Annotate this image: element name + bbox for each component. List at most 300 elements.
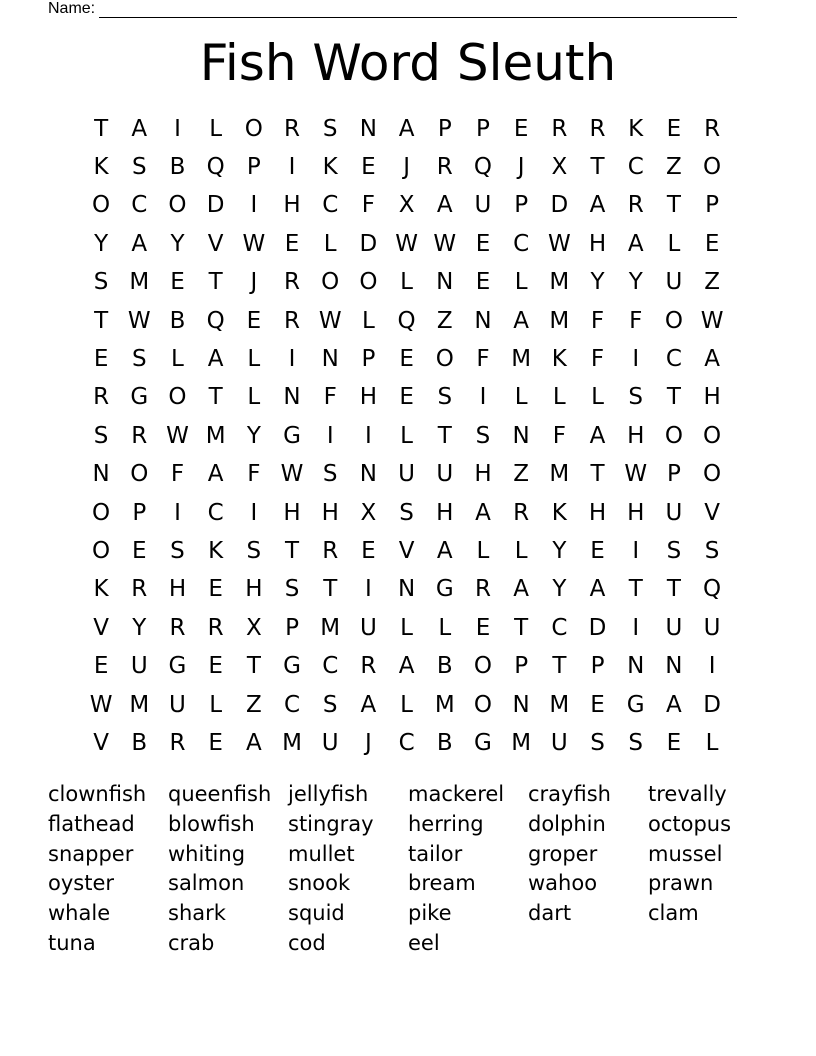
grid-letter[interactable]: E	[590, 691, 605, 718]
grid-letter[interactable]: W	[280, 461, 304, 488]
grid-letter[interactable]: T	[590, 154, 605, 181]
grid-letter[interactable]: L	[209, 115, 223, 142]
grid-letter[interactable]: A	[398, 115, 415, 142]
grid-letter[interactable]: C	[322, 192, 339, 219]
grid-letter[interactable]: R	[284, 115, 301, 142]
grid-letter[interactable]: T	[208, 269, 223, 296]
grid-letter[interactable]: F	[323, 384, 337, 411]
grid-letter[interactable]: X	[551, 154, 568, 181]
grid-letter[interactable]: O	[359, 269, 378, 296]
grid-letter[interactable]: F	[247, 461, 261, 488]
grid-letter[interactable]: H	[321, 499, 339, 526]
grid-letter[interactable]: U	[169, 691, 186, 718]
grid-letter[interactable]: M	[320, 614, 341, 641]
grid-letter[interactable]: H	[627, 499, 645, 526]
grid-letter[interactable]: P	[285, 614, 299, 641]
grid-letter[interactable]: P	[514, 653, 529, 680]
grid-letter[interactable]: C	[322, 653, 339, 680]
grid-letter[interactable]: K	[208, 537, 224, 564]
grid-letter[interactable]: E	[704, 230, 720, 257]
grid-letter[interactable]: R	[93, 384, 110, 411]
grid-letter[interactable]: Y	[590, 269, 605, 296]
grid-letter[interactable]: E	[361, 154, 376, 181]
grid-letter[interactable]: L	[400, 614, 413, 641]
grid-letter[interactable]: Y	[170, 230, 185, 257]
grid-letter[interactable]: R	[322, 537, 339, 564]
grid-letter[interactable]: Z	[245, 691, 262, 718]
grid-letter[interactable]: H	[588, 230, 607, 257]
grid-letter[interactable]: E	[170, 269, 185, 296]
word-list-item: crayfish	[528, 782, 611, 806]
grid-letter[interactable]: I	[632, 346, 640, 373]
grid-letter[interactable]: U	[665, 614, 683, 641]
grid-letter[interactable]: Z	[436, 307, 453, 334]
grid-letter[interactable]: Y	[552, 537, 567, 564]
grid-letter[interactable]: L	[514, 537, 528, 564]
grid-letter[interactable]: T	[552, 653, 567, 680]
grid-letter[interactable]: A	[589, 192, 606, 219]
grid-letter[interactable]: L	[400, 269, 413, 296]
grid-letter[interactable]: E	[208, 576, 223, 603]
grid-letter[interactable]: I	[174, 115, 181, 142]
grid-letter[interactable]: S	[399, 499, 414, 526]
grid-letter[interactable]: P	[361, 346, 376, 373]
grid-letter[interactable]: S	[322, 461, 338, 488]
grid-letter[interactable]: V	[93, 729, 109, 756]
word-list-item: shark	[168, 901, 226, 926]
grid-letter[interactable]: E	[475, 614, 491, 641]
grid-letter[interactable]: H	[168, 576, 187, 603]
word-list-item: whiting	[168, 841, 246, 866]
grid-letter[interactable]: I	[250, 499, 258, 526]
grid-letter[interactable]: L	[514, 384, 528, 411]
grid-letter[interactable]: N	[397, 576, 416, 603]
grid-letter[interactable]: V	[398, 537, 415, 564]
grid-letter[interactable]: U	[703, 614, 721, 641]
grid-letter[interactable]: N	[474, 307, 492, 334]
grid-letter[interactable]: S	[93, 269, 109, 296]
grid-letter[interactable]: W	[318, 307, 342, 334]
grid-letter[interactable]: U	[474, 192, 492, 219]
grid-letter[interactable]: O	[168, 192, 187, 219]
grid-letter[interactable]: G	[283, 422, 301, 449]
grid-letter[interactable]: E	[93, 346, 109, 373]
grid-letter[interactable]: I	[288, 154, 296, 181]
grid-letter[interactable]: K	[551, 346, 567, 373]
grid-letter[interactable]: R	[284, 307, 301, 334]
grid-letter[interactable]: T	[666, 192, 681, 219]
grid-letter[interactable]: W	[127, 307, 151, 334]
grid-letter[interactable]: F	[590, 346, 605, 373]
grid-letter[interactable]: A	[475, 499, 491, 526]
name-underline[interactable]	[99, 3, 737, 18]
grid-letter[interactable]: M	[205, 422, 226, 449]
grid-letter[interactable]: W	[166, 422, 189, 449]
grid-letter[interactable]: N	[321, 346, 339, 373]
grid-letter[interactable]: O	[435, 346, 454, 373]
grid-letter[interactable]: Q	[206, 154, 225, 181]
grid-letter[interactable]: L	[591, 384, 604, 411]
grid-letter[interactable]: C	[131, 192, 148, 219]
grid-letter[interactable]: X	[245, 614, 262, 641]
grid-letter[interactable]: W	[242, 230, 266, 257]
grid-letter[interactable]: E	[132, 537, 147, 564]
grid-letter[interactable]: I	[365, 422, 372, 449]
grid-letter[interactable]: A	[398, 653, 415, 680]
grid-letter[interactable]: X	[360, 499, 377, 526]
grid-letter[interactable]: H	[703, 384, 721, 411]
grid-letter[interactable]: Z	[704, 269, 720, 296]
grid-letter[interactable]: R	[589, 115, 606, 142]
grid-letter[interactable]: W	[624, 461, 648, 488]
grid-letter[interactable]: V	[93, 614, 109, 641]
grid-letter[interactable]: R	[169, 614, 186, 641]
grid-letter[interactable]: S	[322, 115, 338, 142]
grid-letter[interactable]: Q	[206, 307, 225, 334]
grid-letter[interactable]: L	[400, 422, 413, 449]
grid-letter[interactable]: L	[552, 384, 566, 411]
grid-letter[interactable]: L	[514, 269, 528, 296]
grid-letter[interactable]: R	[169, 729, 186, 756]
grid-letter[interactable]: R	[284, 269, 301, 296]
grid-letter[interactable]: M	[282, 729, 302, 756]
grid-letter[interactable]: S	[284, 576, 300, 603]
grid-letter[interactable]: O	[703, 461, 722, 488]
grid-letter[interactable]: A	[513, 576, 530, 603]
grid-letter[interactable]: A	[513, 307, 530, 334]
grid-letter[interactable]: A	[589, 422, 606, 449]
grid-letter[interactable]: G	[474, 729, 492, 756]
grid-letter[interactable]: M	[549, 461, 570, 488]
grid-letter[interactable]: T	[628, 576, 643, 603]
grid-letter[interactable]: S	[131, 154, 147, 181]
grid-letter[interactable]: O	[92, 537, 111, 564]
grid-letter[interactable]: W	[395, 230, 418, 257]
grid-letter[interactable]: B	[169, 307, 186, 334]
grid-letter[interactable]: Q	[473, 154, 493, 181]
grid-letter[interactable]: I	[326, 422, 334, 449]
grid-letter[interactable]: J	[403, 154, 410, 181]
grid-letter[interactable]: X	[398, 192, 415, 219]
grid-letter[interactable]: G	[168, 653, 187, 680]
grid-letter[interactable]: N	[359, 461, 378, 488]
grid-letter[interactable]: P	[246, 154, 261, 181]
grid-letter[interactable]: L	[171, 346, 184, 373]
grid-letter[interactable]: A	[245, 729, 262, 756]
grid-letter[interactable]: Y	[628, 269, 643, 296]
grid-letter[interactable]: E	[208, 729, 223, 756]
grid-letter[interactable]: I	[250, 192, 258, 219]
grid-letter[interactable]: B	[436, 729, 453, 756]
grid-letter[interactable]: L	[438, 614, 452, 641]
grid-letter[interactable]: S	[437, 384, 453, 411]
grid-letter[interactable]: O	[244, 115, 263, 142]
grid-letter[interactable]: U	[665, 269, 683, 296]
grid-letter[interactable]: E	[399, 384, 414, 411]
grid-letter[interactable]: K	[93, 154, 109, 181]
grid-letter[interactable]: N	[512, 691, 530, 718]
grid-letter[interactable]: P	[132, 499, 147, 526]
grid-letter[interactable]: O	[664, 422, 683, 449]
grid-letter[interactable]: D	[703, 691, 721, 718]
grid-letter[interactable]: J	[365, 729, 372, 756]
grid-letter[interactable]: A	[131, 230, 148, 257]
word-list-item: dart	[528, 901, 572, 926]
grid-letter[interactable]: T	[323, 576, 338, 603]
word-list-item: snapper	[48, 841, 134, 866]
grid-letter[interactable]: N	[359, 115, 378, 142]
grid-letter[interactable]: P	[590, 653, 605, 680]
grid-letter[interactable]: I	[708, 653, 716, 680]
name-field[interactable]	[48, 0, 737, 18]
grid-letter[interactable]: W	[700, 307, 724, 334]
grid-letter[interactable]: A	[627, 230, 644, 257]
grid-letter[interactable]: H	[436, 499, 454, 526]
grid-letter[interactable]: M	[549, 691, 570, 718]
grid-letter[interactable]: E	[208, 653, 223, 680]
grid-letter[interactable]: D	[550, 192, 569, 219]
grid-letter[interactable]: F	[629, 307, 643, 334]
grid-letter[interactable]: R	[704, 115, 721, 142]
grid-letter[interactable]: M	[129, 269, 150, 296]
grid-letter[interactable]: T	[666, 576, 681, 603]
grid-letter[interactable]: O	[130, 461, 149, 488]
grid-letter[interactable]: I	[174, 499, 181, 526]
grid-letter[interactable]: C	[551, 614, 568, 641]
grid-letter[interactable]: S	[628, 384, 644, 411]
grid-letter[interactable]: F	[170, 461, 185, 488]
grid-letter[interactable]: A	[704, 346, 720, 373]
grid-letter[interactable]: I	[632, 614, 640, 641]
grid-letter[interactable]: W	[89, 691, 113, 718]
grid-letter[interactable]: U	[550, 729, 568, 756]
grid-letter[interactable]: U	[359, 614, 377, 641]
grid-letter[interactable]: S	[322, 691, 338, 718]
grid-letter[interactable]: M	[434, 691, 455, 718]
grid-letter[interactable]: L	[476, 537, 490, 564]
grid-letter[interactable]: H	[283, 192, 301, 219]
grid-letter[interactable]: L	[247, 384, 261, 411]
grid-letter[interactable]: H	[359, 384, 378, 411]
grid-letter[interactable]: T	[94, 115, 109, 142]
grid-letter[interactable]: N	[665, 653, 683, 680]
grid-letter[interactable]: L	[705, 729, 719, 756]
grid-letter[interactable]: A	[207, 461, 224, 488]
grid-letter[interactable]: N	[283, 384, 301, 411]
grid-letter[interactable]: I	[365, 576, 372, 603]
grid-letter[interactable]: A	[360, 691, 377, 718]
grid-letter[interactable]: U	[398, 461, 416, 488]
grid-letter[interactable]: S	[170, 537, 185, 564]
grid-letter[interactable]: T	[285, 537, 300, 564]
grid-letter[interactable]: M	[511, 729, 532, 756]
word-list-item: whale	[48, 901, 111, 926]
grid-letter[interactable]: F	[476, 346, 490, 373]
grid-letter[interactable]: S	[246, 537, 262, 564]
grid-letter[interactable]: C	[398, 729, 415, 756]
grid-letter[interactable]: B	[169, 154, 186, 181]
grid-letter[interactable]: C	[665, 346, 682, 373]
grid-letter[interactable]: O	[92, 192, 111, 219]
grid-letter[interactable]: R	[131, 422, 148, 449]
grid-letter[interactable]: T	[514, 614, 529, 641]
grid-letter[interactable]: R	[360, 653, 377, 680]
grid-letter[interactable]: P	[666, 461, 681, 488]
grid-letter[interactable]: O	[664, 307, 683, 334]
grid-letter[interactable]: D	[206, 192, 225, 219]
grid-letter[interactable]: O	[703, 154, 722, 181]
grid-letter[interactable]: Z	[513, 461, 530, 488]
grid-letter[interactable]: Y	[94, 230, 109, 257]
grid-letter[interactable]: G	[283, 653, 301, 680]
grid-letter[interactable]: U	[436, 461, 454, 488]
grid-letter[interactable]: E	[475, 269, 491, 296]
grid-letter[interactable]: O	[321, 269, 340, 296]
grid-letter[interactable]: D	[359, 230, 378, 257]
grid-letter[interactable]: H	[245, 576, 263, 603]
grid-letter[interactable]: G	[626, 691, 645, 718]
grid-letter[interactable]: Y	[246, 422, 261, 449]
grid-letter[interactable]: U	[321, 729, 339, 756]
grid-letter[interactable]: L	[209, 691, 223, 718]
grid-letter[interactable]: K	[551, 499, 567, 526]
grid-letter[interactable]: E	[666, 729, 682, 756]
grid-letter[interactable]: A	[666, 691, 682, 718]
grid-letter[interactable]: O	[473, 653, 493, 680]
grid-letter[interactable]: F	[361, 192, 376, 219]
grid-letter[interactable]: T	[208, 384, 223, 411]
grid-letter[interactable]: S	[131, 346, 147, 373]
grid-letter[interactable]: J	[250, 269, 258, 296]
grid-letter[interactable]: Z	[666, 154, 682, 181]
grid-letter[interactable]: Q	[703, 576, 722, 603]
grid-letter[interactable]: M	[129, 691, 150, 718]
grid-letter[interactable]: R	[627, 192, 644, 219]
grid-letter[interactable]: N	[512, 422, 530, 449]
grid-letter[interactable]: D	[588, 614, 607, 641]
grid-letter[interactable]: N	[627, 653, 645, 680]
word-list-item: eel	[408, 930, 440, 955]
grid-letter[interactable]: J	[517, 154, 525, 181]
word-list-item: queenfish	[168, 782, 272, 806]
grid-letter[interactable]: K	[93, 576, 109, 603]
grid-letter[interactable]: Q	[397, 307, 416, 334]
grid-letter[interactable]: L	[361, 307, 375, 334]
grid-letter[interactable]: O	[473, 691, 493, 718]
grid-letter[interactable]: R	[207, 614, 224, 641]
grid-letter[interactable]: U	[665, 499, 683, 526]
grid-letter[interactable]: A	[131, 115, 148, 142]
grid-letter[interactable]: H	[588, 499, 607, 526]
grid-letter[interactable]: H	[627, 422, 645, 449]
grid-letter[interactable]: P	[437, 115, 452, 142]
grid-letter[interactable]: A	[436, 192, 453, 219]
grid-letter[interactable]: C	[284, 691, 301, 718]
grid-letter[interactable]: Y	[552, 576, 567, 603]
grid-letter[interactable]: N	[92, 461, 110, 488]
grid-letter[interactable]: E	[666, 115, 682, 142]
grid-letter[interactable]: C	[207, 499, 224, 526]
grid-letter[interactable]: M	[549, 269, 570, 296]
grid-letter[interactable]: R	[131, 576, 148, 603]
grid-letter[interactable]: R	[436, 154, 453, 181]
grid-letter[interactable]: S	[93, 422, 109, 449]
grid-letter[interactable]: O	[92, 499, 111, 526]
grid-letter[interactable]: K	[628, 115, 644, 142]
grid-letter[interactable]: F	[552, 422, 566, 449]
grid-letter[interactable]: P	[705, 192, 720, 219]
grid-letter[interactable]: L	[323, 230, 337, 257]
grid-letter[interactable]: T	[437, 422, 452, 449]
grid-letter[interactable]: E	[246, 307, 262, 334]
grid-letter[interactable]: H	[474, 461, 492, 488]
grid-letter[interactable]: M	[511, 346, 532, 373]
grid-letter[interactable]: U	[130, 653, 148, 680]
grid-letter[interactable]: T	[666, 384, 681, 411]
grid-letter[interactable]: S	[475, 422, 491, 449]
grid-letter[interactable]: E	[93, 653, 109, 680]
grid-letter[interactable]: E	[399, 346, 414, 373]
grid-letter[interactable]: T	[590, 461, 605, 488]
grid-letter[interactable]: B	[131, 729, 148, 756]
grid-letter[interactable]: E	[475, 230, 491, 257]
grid-letter[interactable]: E	[284, 230, 300, 257]
grid-letter[interactable]: O	[168, 384, 187, 411]
grid-letter[interactable]: R	[551, 115, 568, 142]
grid-letter[interactable]: L	[400, 691, 413, 718]
grid-letter[interactable]: E	[361, 537, 376, 564]
grid-letter[interactable]: R	[513, 499, 530, 526]
grid-letter[interactable]: C	[513, 230, 530, 257]
grid-letter[interactable]: W	[547, 230, 571, 257]
grid-letter[interactable]: T	[246, 653, 261, 680]
grid-letter[interactable]: O	[703, 422, 722, 449]
grid-letter[interactable]: M	[549, 307, 570, 334]
grid-letter[interactable]: L	[667, 230, 681, 257]
grid-letter[interactable]: C	[627, 154, 644, 181]
grid-letter[interactable]: V	[207, 230, 224, 257]
grid-letter[interactable]: H	[283, 499, 301, 526]
grid-letter[interactable]: F	[590, 307, 605, 334]
word-list-item: clam	[648, 901, 699, 926]
grid-letter[interactable]: A	[436, 537, 453, 564]
grid-letter[interactable]: S	[666, 537, 682, 564]
grid-letter[interactable]: A	[589, 576, 606, 603]
grid-letter[interactable]: S	[590, 729, 605, 756]
grid-letter[interactable]: I	[479, 384, 487, 411]
grid-letter[interactable]: L	[247, 346, 261, 373]
grid-letter[interactable]: P	[476, 115, 490, 142]
grid-letter[interactable]: W	[433, 230, 457, 257]
grid-letter[interactable]: S	[704, 537, 720, 564]
grid-letter[interactable]: E	[590, 537, 605, 564]
grid-letter[interactable]: B	[436, 653, 453, 680]
grid-letter[interactable]: V	[704, 499, 720, 526]
grid-letter[interactable]: E	[513, 115, 529, 142]
grid-letter[interactable]: K	[322, 154, 338, 181]
grid-letter[interactable]: A	[207, 346, 224, 373]
grid-letter[interactable]: I	[288, 346, 296, 373]
grid-letter[interactable]: G	[435, 576, 454, 603]
grid-letter[interactable]: I	[632, 537, 640, 564]
grid-letter[interactable]: T	[94, 307, 109, 334]
grid-letter[interactable]: N	[436, 269, 454, 296]
grid-letter[interactable]: G	[130, 384, 149, 411]
grid-letter[interactable]: R	[474, 576, 491, 603]
grid-letter[interactable]: S	[628, 729, 644, 756]
grid-letter[interactable]: Y	[132, 614, 147, 641]
grid-letter[interactable]: P	[514, 192, 529, 219]
